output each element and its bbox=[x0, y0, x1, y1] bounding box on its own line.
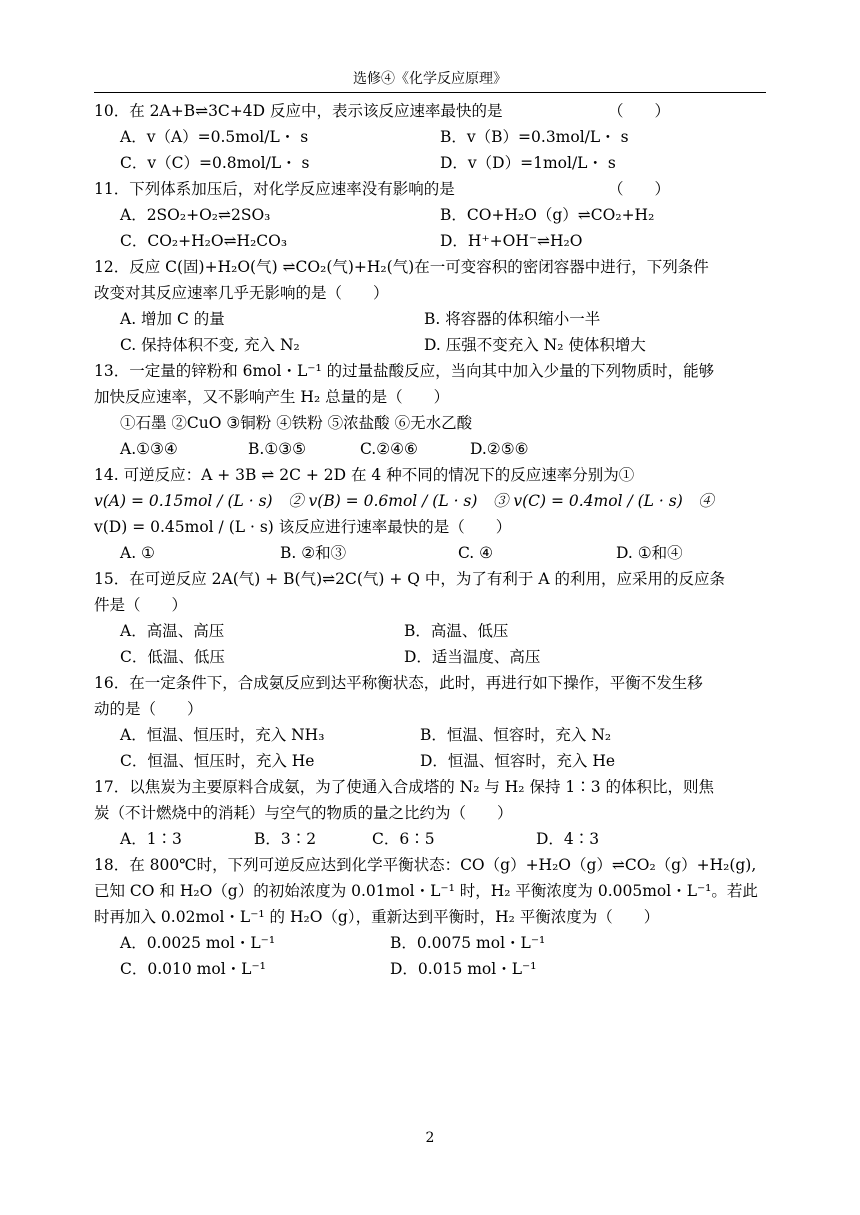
question-14-options bbox=[94, 540, 774, 566]
question-17-stem-1: 17．以焦炭为主要原料合成氨，为了使通入合成塔的 N₂ 与 H₂ 保持 1∶3 的体积比，则焦 bbox=[94, 778, 715, 796]
answer-paren: （ ） bbox=[608, 180, 671, 198]
option-b: B．0.0075 mol・L⁻¹ bbox=[390, 934, 546, 952]
question-12-options-cd bbox=[94, 332, 774, 358]
page-header: 选修④《化学反应原理》 bbox=[353, 71, 507, 87]
option-a: A．1∶3 bbox=[120, 830, 182, 848]
option-b: B. ②和③ bbox=[280, 544, 347, 562]
question-16-options-cd bbox=[94, 748, 774, 774]
question-13-options bbox=[94, 436, 774, 462]
question-18-options-ab bbox=[94, 930, 774, 956]
option-c: C．6∶5 bbox=[372, 830, 435, 848]
question-18-stem-2: 已知 CO 和 H₂O（g）的初始浓度为 0.01mol・L⁻¹ 时，H₂ 平衡浓度为 0.005mol・L⁻¹。若此 bbox=[94, 882, 758, 900]
option-a: A．2SO₂+O₂⇌2SO₃ bbox=[120, 206, 271, 224]
option-a: A.①③④ bbox=[120, 440, 178, 458]
question-10-options-cd bbox=[94, 150, 774, 176]
question-12-stem-1: 12．反应 C(固)+H₂O(气) ⇌CO₂(气)+H₂(气)在一可变容积的密闭容器中进行，下列条件 bbox=[94, 258, 709, 276]
question-16-stem-2: 动的是（ ） bbox=[94, 700, 203, 718]
option-d: D．H⁺+OH⁻⇌H₂O bbox=[440, 232, 583, 250]
question-list bbox=[94, 98, 774, 982]
question-15-options-cd bbox=[94, 644, 774, 670]
option-c: C．CO₂+H₂O⇌H₂CO₃ bbox=[120, 232, 288, 250]
header-rule bbox=[94, 92, 766, 93]
option-d: D．4∶3 bbox=[536, 830, 600, 848]
option-c: C．v（C）=0.8mol/L・ s bbox=[120, 154, 310, 172]
option-a: A．v（A）=0.5mol/L・ s bbox=[120, 128, 309, 146]
option-c: C．0.010 mol・L⁻¹ bbox=[120, 960, 266, 978]
option-d: D．恒温、恒容时，充入 He bbox=[420, 752, 616, 770]
question-16-options-ab bbox=[94, 722, 774, 748]
question-15-stem-2: 件是（ ） bbox=[94, 596, 188, 614]
option-d: D．0.015 mol・L⁻¹ bbox=[390, 960, 537, 978]
option-d: D.②⑤⑥ bbox=[470, 440, 529, 458]
question-14-stem-1: 14. 可逆反应：A + 3B ⇌ 2C + 2D 在 4 种不同的情况下的反应速率分别为① bbox=[94, 466, 635, 484]
option-b: B．CO+H₂O（g）⇌CO₂+H₂ bbox=[440, 206, 655, 224]
option-c: C. 保持体积不变, 充入 N₂ bbox=[120, 336, 300, 354]
question-10-options-ab bbox=[94, 124, 774, 150]
question-10-stem: 10．在 2A+B⇌3C+4D 反应中，表示该反应速率最快的是 （ ） bbox=[94, 98, 774, 124]
question-14-stem-3: v(D) = 0.45mol / (L · s) 该反应进行速率最快的是（ ） bbox=[94, 518, 512, 536]
option-d: D. ①和④ bbox=[616, 544, 683, 562]
option-b: B．v（B）=0.3mol/L・ s bbox=[440, 128, 629, 146]
question-11-options-cd bbox=[94, 228, 774, 254]
question-12-stem-2: 改变对其反应速率几乎无影响的是（ ） bbox=[94, 284, 389, 302]
option-a: A. ① bbox=[120, 544, 155, 562]
option-a: A．恒温、恒压时，充入 NH₃ bbox=[120, 726, 325, 744]
option-a: A．0.0025 mol・L⁻¹ bbox=[120, 934, 276, 952]
option-c: C．低温、低压 bbox=[120, 648, 225, 666]
question-18-options-cd bbox=[94, 956, 774, 982]
question-12-options-ab bbox=[94, 306, 774, 332]
option-a: A. 增加 C 的量 bbox=[120, 310, 225, 328]
question-18-stem-3: 时再加入 0.02mol・L⁻¹ 的 H₂O（g），重新达到平衡时，H₂ 平衡浓度为（ ） bbox=[94, 908, 660, 926]
option-b: B．3∶2 bbox=[254, 830, 317, 848]
question-17-options bbox=[94, 826, 774, 852]
answer-paren: （ ） bbox=[608, 102, 671, 120]
option-d: D. 压强不变充入 N₂ 使体积增大 bbox=[424, 336, 646, 354]
option-a: A．高温、高压 bbox=[120, 622, 225, 640]
question-11-stem: 11．下列体系加压后，对化学反应速率没有影响的是 （ ） bbox=[94, 176, 774, 202]
question-17-stem-2: 炭（不计燃烧中的消耗）与空气的物质的量之比约为（ ） bbox=[94, 804, 513, 822]
question-11-options-ab bbox=[94, 202, 774, 228]
question-18-stem-1: 18．在 800℃时，下列可逆反应达到化学平衡状态：CO（g）+H₂O（g）⇌CO₂（g）+H₂(g), bbox=[94, 856, 757, 874]
question-13-stem-1: 13．一定量的锌粉和 6mol・L⁻¹ 的过量盐酸反应，当向其中加入少量的下列物质时，能够 bbox=[94, 362, 715, 380]
option-c: C. ④ bbox=[458, 544, 494, 562]
option-b: B.①③⑤ bbox=[248, 440, 307, 458]
question-15-stem-1: 15．在可逆反应 2A(气) + B(气)⇌2C(气) + Q 中，为了有利于 A 的利用，应采用的反应条 bbox=[94, 570, 725, 588]
question-16-stem-1: 16．在一定条件下，合成氨反应到达平称衡状态，此时，再进行如下操作，平衡不发生移 bbox=[94, 674, 703, 692]
option-b: B．恒温、恒容时，充入 N₂ bbox=[420, 726, 612, 744]
option-b: B. 将容器的体积缩小一半 bbox=[424, 310, 601, 328]
question-13-items: ①石墨 ②CuO ③铜粉 ④铁粉 ⑤浓盐酸 ⑥无水乙酸 bbox=[120, 414, 473, 432]
option-b: B．高温、低压 bbox=[404, 622, 509, 640]
option-d: D．v（D）=1mol/L・ s bbox=[440, 154, 616, 172]
option-d: D．适当温度、高压 bbox=[404, 648, 541, 666]
question-14-stem-2: v(A) = 0.15mol / (L · s) ② v(B) = 0.6mol / (L · s) ③ v(C) = 0.4mol / (L · s) ④ bbox=[94, 492, 714, 510]
page-number: 2 bbox=[425, 1130, 435, 1146]
option-c: C.②④⑥ bbox=[360, 440, 418, 458]
question-13-stem-2: 加快反应速率，又不影响产生 H₂ 总量的是（ ） bbox=[94, 388, 450, 406]
question-15-options-ab bbox=[94, 618, 774, 644]
option-c: C．恒温、恒压时，充入 He bbox=[120, 752, 315, 770]
